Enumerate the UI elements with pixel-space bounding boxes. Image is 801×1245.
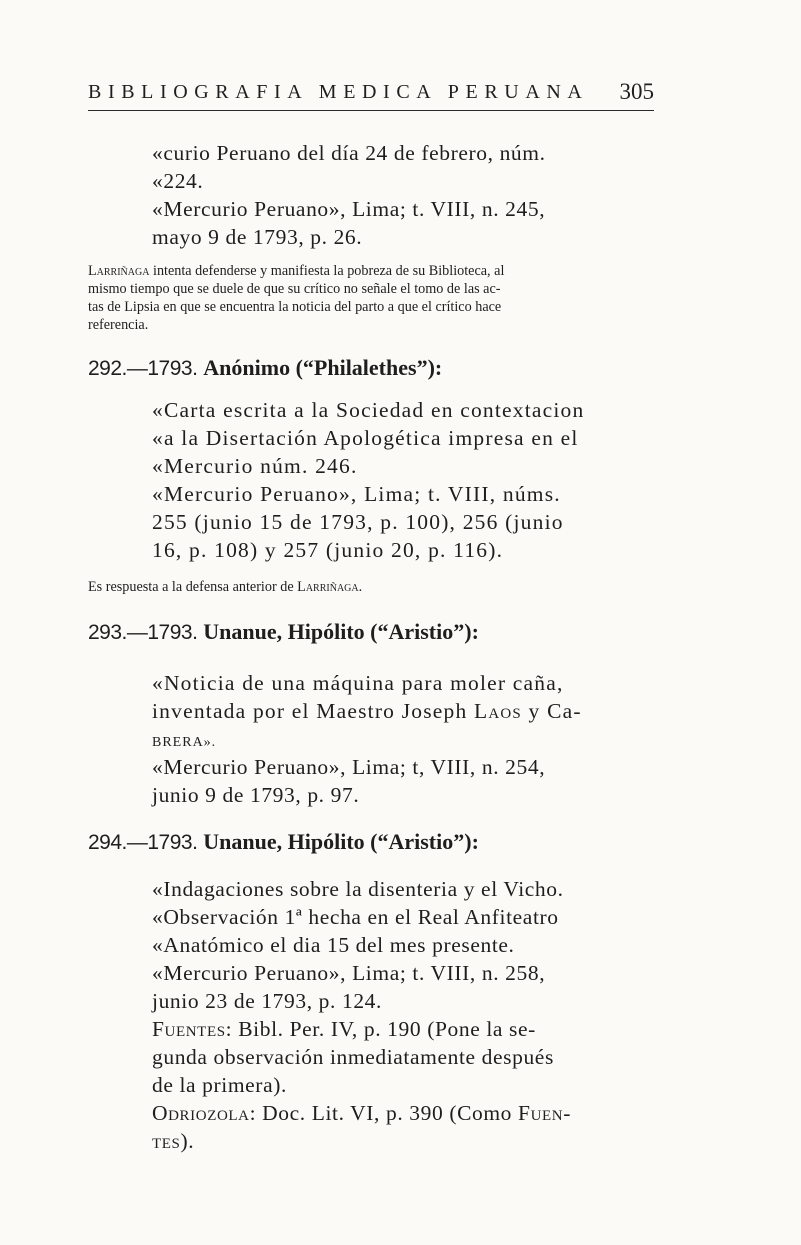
- citation-line: «a la Disertación Apologética impresa en el: [152, 426, 579, 450]
- page-number: 305: [619, 79, 654, 104]
- author-smallcaps: Larriñaga.: [297, 579, 363, 595]
- running-head: [88, 78, 654, 111]
- citation-line: «Indagaciones sobre la disenteria y el Vicho.: [152, 877, 564, 901]
- annotation-line: mismo tiempo que se duele de que su crítico no señale el tomo de las ac-: [88, 281, 501, 297]
- annotation-line: referencia.: [88, 317, 149, 333]
- citation-line: junio 23 de 1793, p. 124.: [152, 989, 382, 1013]
- citation-line: «224.: [152, 169, 204, 193]
- sources-label: Fuentes: [152, 1017, 226, 1041]
- citation-line: «Mercurio Peruano», Lima; t, VIII, n. 254,: [152, 755, 546, 779]
- entry-heading: [88, 618, 688, 647]
- author-smallcaps: Larriñaga: [88, 263, 150, 279]
- entry-number: 292.—1793.: [88, 357, 198, 380]
- citation-line: «Mercurio núm. 246.: [152, 454, 358, 478]
- entry-author: Anónimo (“Philalethes”):: [203, 355, 443, 380]
- entry-author: Unanue, Hipólito (“Aristio”):: [203, 619, 479, 644]
- sources-line: tes).: [152, 1129, 195, 1153]
- citation-line: 16, p. 108) y 257 (junio 20, p. 116).: [152, 538, 504, 562]
- citation-line: «Carta escrita a la Sociedad en contextacion: [152, 398, 585, 422]
- citation-line: BRERA».: [152, 735, 217, 750]
- annotation-line: Es respuesta a la defensa anterior de Larriñaga.: [88, 579, 363, 595]
- sources-line: Odriozola: Doc. Lit. VI, p. 390 (Como Fuen-: [152, 1101, 571, 1125]
- running-head-title: BIBLIOGRAFIA MEDICA PERUANA: [88, 81, 589, 103]
- annotation-line: Larriñaga intenta defenderse y manifiesta la pobreza de su Biblioteca, al: [88, 263, 505, 279]
- sources-line: gunda observación inmediatamente después: [152, 1045, 554, 1069]
- citation-line: junio 9 de 1793, p. 97.: [152, 783, 360, 807]
- citation-line: «Anatómico el dia 15 del mes presente.: [152, 933, 515, 957]
- citation-line: mayo 9 de 1793, p. 26.: [152, 225, 363, 249]
- sources-line: de la primera).: [152, 1073, 287, 1097]
- citation-line: «curio Peruano del día 24 de febrero, núm.: [152, 141, 546, 165]
- entry-author: Unanue, Hipólito (“Aristio”):: [203, 829, 479, 854]
- entry-number: 293.—1793.: [88, 621, 198, 644]
- sources-line: Fuentes: Bibl. Per. IV, p. 190 (Pone la se-: [152, 1017, 536, 1041]
- citation-line: «Mercurio Peruano», Lima; t. VIII, n. 245,: [152, 197, 546, 221]
- citation-line: «Mercurio Peruano», Lima; t. VIII, n. 258,: [152, 961, 546, 985]
- entry-number: 294.—1793.: [88, 831, 198, 854]
- sources-label: Odriozola: [152, 1101, 250, 1125]
- citation-line: «Mercurio Peruano», Lima; t. VIII, núms.: [152, 482, 561, 506]
- citation-line: «Noticia de una máquina para moler caña,: [152, 671, 564, 695]
- entry-heading: [88, 354, 688, 383]
- annotation-line: tas de Lipsia en que se encuentra la noticia del parto a que el crítico hace: [88, 299, 502, 315]
- citation-line: «Observación 1ª hecha en el Real Anfiteatro: [152, 905, 559, 929]
- entry-heading: [88, 828, 688, 857]
- citation-line: 255 (junio 15 de 1793, p. 100), 256 (junio: [152, 510, 564, 534]
- citation-line: inventada por el Maestro Joseph Laos y Ca-: [152, 699, 582, 723]
- author-smallcaps: Laos: [474, 699, 522, 723]
